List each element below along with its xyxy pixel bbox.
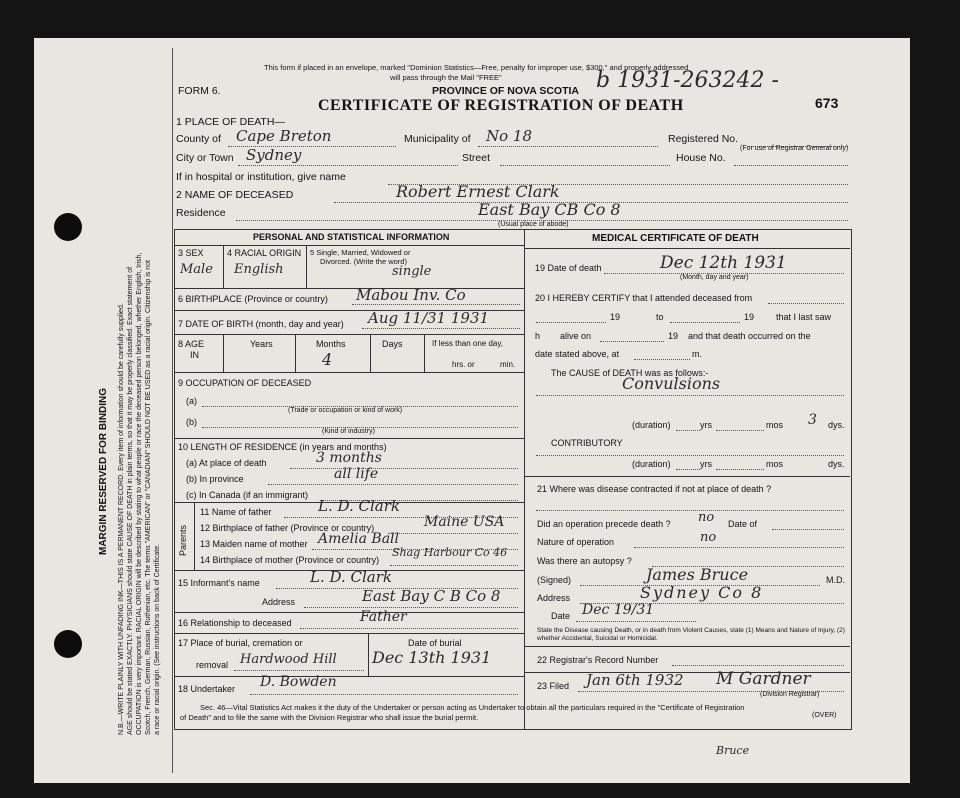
yrs-label: yrs [700, 420, 712, 430]
age-in-label: IN [190, 350, 199, 360]
record-number-line [672, 665, 844, 666]
residence-label: Residence [176, 207, 226, 219]
certify-last-saw: that I last saw [776, 312, 832, 322]
months-value: 4 [322, 350, 333, 369]
hospital-label: If in hospital or institution, give name [176, 171, 346, 183]
rule [174, 612, 524, 613]
operation-value: no [698, 510, 715, 525]
father-birthplace-line [388, 533, 518, 534]
to-line [670, 322, 740, 323]
handwritten-reference: b 1931-263242 - [596, 68, 779, 93]
dys-label: dys. [828, 420, 845, 430]
mother-birthplace-label: 14 Birthplace of mother (Province or country) [200, 555, 380, 565]
rule [295, 334, 296, 372]
duration-label: (duration) [632, 420, 671, 430]
cause-line [536, 395, 844, 396]
street-field-line [500, 165, 670, 166]
less-than-day-label: If less than one day, [432, 339, 504, 348]
municipality-field-line [478, 146, 658, 147]
form-number: FORM 6. [178, 85, 221, 97]
signed-value: James Bruce [646, 565, 749, 584]
industry-note: (Kind of industry) [322, 428, 375, 435]
dob-value: Aug 11/31 1931 [368, 309, 490, 327]
rule [174, 288, 524, 289]
medical-date-line [576, 621, 696, 622]
rule [223, 245, 224, 288]
medical-date-value: Dec 19/31 [582, 602, 655, 618]
informant-value: L. D. Clark [310, 568, 393, 586]
rule [174, 245, 524, 246]
binder-hole-top [54, 213, 82, 241]
res-a-line [290, 468, 518, 469]
cause-value: Convulsions [622, 374, 721, 393]
house-no-label: House No. [676, 152, 726, 164]
binder-hole-bottom [54, 630, 82, 658]
rule [370, 334, 371, 372]
page-title: CERTIFICATE OF REGISTRATION OF DEATH [318, 97, 684, 114]
burial-label-2: removal [196, 660, 229, 670]
certify-19c: 19 [668, 331, 679, 341]
medical-section-heading: MEDICAL CERTIFICATE OF DEATH [592, 233, 759, 244]
date-of-label: Date of [728, 519, 758, 529]
burial-line [234, 670, 364, 671]
res-c-label: (c) In Canada (if an immigrant) [186, 490, 309, 500]
undertaker-value: D. Bowden [260, 674, 337, 690]
municipality-value: No 18 [486, 127, 533, 145]
yrs-label: yrs [700, 459, 712, 469]
rule [174, 372, 524, 373]
marital-value: single [392, 264, 432, 279]
violent-cause-note: State the Disease causing Death, or in death from Violent Causes, state (1) Means and Nature of Injury, (2) whether Accidental, Suicidal or Homicidal. [537, 627, 845, 642]
filed-value: Jan 6th 1932 [586, 671, 684, 689]
certify-alive: alive on [560, 331, 592, 341]
trade-note: (Trade or occupation or kind of work) [288, 407, 403, 414]
days-label: Days [382, 339, 403, 349]
dob-label: 7 DATE OF BIRTH (month, day and year) [178, 319, 344, 329]
rule [174, 676, 524, 677]
from-line [536, 322, 606, 323]
date-of-line [772, 529, 844, 530]
duration-line [676, 469, 700, 470]
margin-instruction: AGE should be stated EXACTLY. PHYSICIANS should state CAUSE OF DEATH in plain terms, so that it may be properly classified. Exact statement of [127, 266, 134, 735]
undertaker-label: 18 Undertaker [178, 684, 236, 694]
father-name-label: 11 Name of father [200, 507, 272, 517]
city-value: Sydney [246, 146, 302, 164]
relationship-line [300, 628, 518, 629]
parents-label: Parents [178, 524, 188, 556]
mother-birthplace-value: Shag Harbour Co 46 [392, 546, 508, 559]
nature-label: Nature of operation [537, 537, 615, 547]
months-label: Months [316, 339, 346, 349]
registrar-signature: M Gardner [716, 669, 811, 689]
sec46-note: Sec. 46—Vital Statistics Act makes it the duty of the Undertaker or person acting as Undertaker to obtain all the particulars required in the "Certificate of Registration [200, 703, 745, 712]
certify-line [768, 303, 844, 304]
city-label: City or Town [176, 152, 234, 164]
cause-label: The CAUSE of DEATH was as follows:- [551, 368, 709, 378]
margin-instruction: N.B.—WRITE PLAINLY WITH UNFADING INK—THIS IS A PERMANENT RECORD. Every item of information should be carefully supplied. [118, 303, 125, 735]
certify-to: to [656, 312, 664, 322]
at-line [634, 359, 690, 360]
margin-instruction: a race or racial origin. (See instructions on back of Certificate. [154, 543, 161, 735]
res-a-value: 3 months [316, 450, 382, 466]
rule [524, 646, 850, 647]
undertaker-line [250, 694, 518, 695]
yrs-line [716, 430, 764, 431]
burial-label: 17 Place of burial, cremation or [178, 638, 303, 648]
mos-label: mos [766, 420, 784, 430]
rule [368, 633, 369, 676]
stamp-number: 673 [815, 95, 839, 111]
date-of-death-label: 19 Date of death [535, 263, 602, 273]
rule [524, 248, 850, 249]
street-label: Street [462, 152, 491, 164]
deceased-name-value: Robert Ernest Clark [396, 182, 560, 201]
informant-label: 15 Informant's name [178, 578, 260, 588]
q21-label: 21 Where was disease contracted if not at place of death ? [537, 484, 772, 494]
certify-occurred: and that death occurred on the [688, 331, 811, 341]
father-birthplace-value: Maine USA [424, 514, 505, 530]
mother-birthplace-line [390, 565, 518, 566]
date-of-death-value: Dec 12th 1931 [660, 253, 787, 273]
marital-label-2: Divorced. (Write the word) [320, 257, 407, 266]
certify-19b: 19 [744, 312, 755, 322]
duration-line [676, 430, 700, 431]
informant-address-value: East Bay C B Co 8 [362, 587, 501, 605]
md-label: M.D. [826, 575, 845, 585]
certify-m: m. [692, 349, 702, 359]
res-b-label: (b) In province [186, 474, 244, 484]
margin-instruction: Scotch, French, German, Russian, Ruthenian, etc. The terms "AMERICAN" or "CANADIAN" SHOULD NOT BE USED as a racial origin. Citizenship is not [145, 260, 152, 735]
nature-line [634, 547, 844, 548]
rule [223, 334, 224, 372]
mother-name-label: 13 Maiden name of mother [200, 539, 308, 549]
margin-instruction: OCCUPATION is very important. RACIAL ORIGIN will be described by stating to what people or race the deceased person belonged, whether English, Irish, [136, 252, 143, 735]
alive-line [600, 341, 664, 342]
birthplace-label: 6 BIRTHPLACE (Province or country) [178, 294, 328, 304]
marital-label: 5 Single, Married, Widowed or [310, 248, 411, 257]
duration-days-value: 3 [808, 412, 817, 428]
city-field-line [238, 165, 458, 166]
birthplace-value: Mabou Inv. Co [356, 286, 466, 304]
autopsy-label: Was there an autopsy ? [537, 556, 632, 566]
relationship-label: 16 Relationship to deceased [178, 618, 292, 628]
certify-date-stated: date stated above, at [535, 349, 620, 359]
certify-label: 20 I HEREBY CERTIFY that I attended deceased from [535, 293, 753, 303]
medical-address-value: Sydney Co 8 [640, 583, 764, 602]
mail-notice: This form if placed in an envelope, marked "Dominion Statistics—Free, penalty for improper use, $300," and properly addressed [264, 63, 689, 72]
certify-19a: 19 [610, 312, 621, 322]
q21-line [536, 510, 844, 511]
medical-address-label: Address [537, 593, 571, 603]
registered-note: (For use of Registrar General only) [740, 145, 849, 152]
rule [174, 633, 524, 634]
county-value: Cape Breton [236, 127, 332, 145]
occupation-label: 9 OCCUPATION OF DECEASED [178, 378, 312, 388]
contributory-label: CONTRIBUTORY [551, 438, 623, 448]
age-label: 8 AGE [178, 339, 205, 349]
racial-origin-value: English [234, 262, 284, 277]
residence-note: (Usual place of abode) [498, 221, 569, 228]
mother-name-value: Amelia Ball [318, 531, 400, 547]
hrs-label: hrs. or [452, 360, 475, 369]
duration-label: (duration) [632, 459, 671, 469]
burial-date-value: Dec 13th 1931 [372, 648, 492, 667]
contributory-line [536, 455, 844, 456]
burial-date-label: Date of burial [408, 638, 462, 648]
relationship-value: Father [360, 609, 407, 625]
rule [174, 438, 524, 439]
operation-label: Did an operation precede death ? [537, 519, 671, 529]
certify-h: h [535, 331, 541, 341]
residence-value: East Bay CB Co 8 [478, 200, 621, 219]
rule [306, 245, 307, 288]
registrar-note: (Division Registrar) [760, 691, 820, 698]
years-label: Years [250, 339, 273, 349]
birthplace-field-line [352, 304, 520, 305]
record-number-label: 22 Registrar's Record Number [537, 655, 659, 665]
deceased-name-label: 2 NAME OF DECEASED [176, 189, 294, 201]
registered-no-label: Registered No. [668, 133, 739, 145]
mos-label: mos [766, 459, 784, 469]
res-b-line [268, 484, 518, 485]
place-of-death-heading: 1 PLACE OF DEATH— [176, 116, 285, 128]
dob-field-line [362, 328, 520, 329]
father-birthplace-label: 12 Birthplace of father (Province or country) [200, 523, 375, 533]
nature-value: no [700, 530, 717, 545]
binding-margin-label: MARGIN RESERVED FOR BINDING [98, 387, 109, 555]
county-label: County of [176, 133, 221, 145]
column-divider [524, 229, 525, 730]
informant-address-label: Address [262, 597, 296, 607]
mail-notice: will pass through the Mail "FREE" [390, 73, 502, 82]
sec46-note-2: of Death" and to file the same with the Division Registrar who shall issue the burial permit. [180, 713, 479, 722]
filed-label: 23 Filed [537, 681, 570, 691]
occupation-a: (a) [186, 396, 197, 406]
father-name-value: L. D. Clark [318, 497, 401, 515]
rule [524, 476, 850, 477]
occupation-b: (b) [186, 417, 197, 427]
rule [174, 334, 524, 335]
sex-label: 3 SEX [178, 248, 204, 258]
date-of-death-note: (Month, day and year) [680, 274, 749, 281]
informant-address-line [304, 607, 518, 608]
dys-label: dys. [828, 459, 845, 469]
signed-label: (Signed) [537, 575, 572, 585]
municipality-label: Municipality of [404, 133, 471, 145]
medical-date-label: Date [551, 611, 571, 621]
province-heading: PROVINCE OF NOVA SCOTIA [432, 85, 580, 97]
rule [194, 502, 195, 570]
sex-value: Male [180, 262, 213, 277]
rule [424, 334, 425, 372]
residence-length-label: 10 LENGTH OF RESIDENCE (in years and months) [178, 442, 387, 452]
initials: Bruce [716, 744, 750, 757]
res-b-value: all life [334, 466, 379, 482]
min-label: min. [500, 360, 516, 369]
personal-section-heading: PERSONAL AND STATISTICAL INFORMATION [253, 232, 450, 242]
racial-origin-label: 4 RACIAL ORIGIN [227, 248, 302, 258]
over-label: (OVER) [812, 712, 837, 719]
res-a-label: (a) At place of death [186, 458, 267, 468]
margin-rule [172, 48, 173, 773]
yrs-line [716, 469, 764, 470]
burial-value: Hardwood Hill [240, 652, 337, 667]
house-field-line [734, 165, 848, 166]
